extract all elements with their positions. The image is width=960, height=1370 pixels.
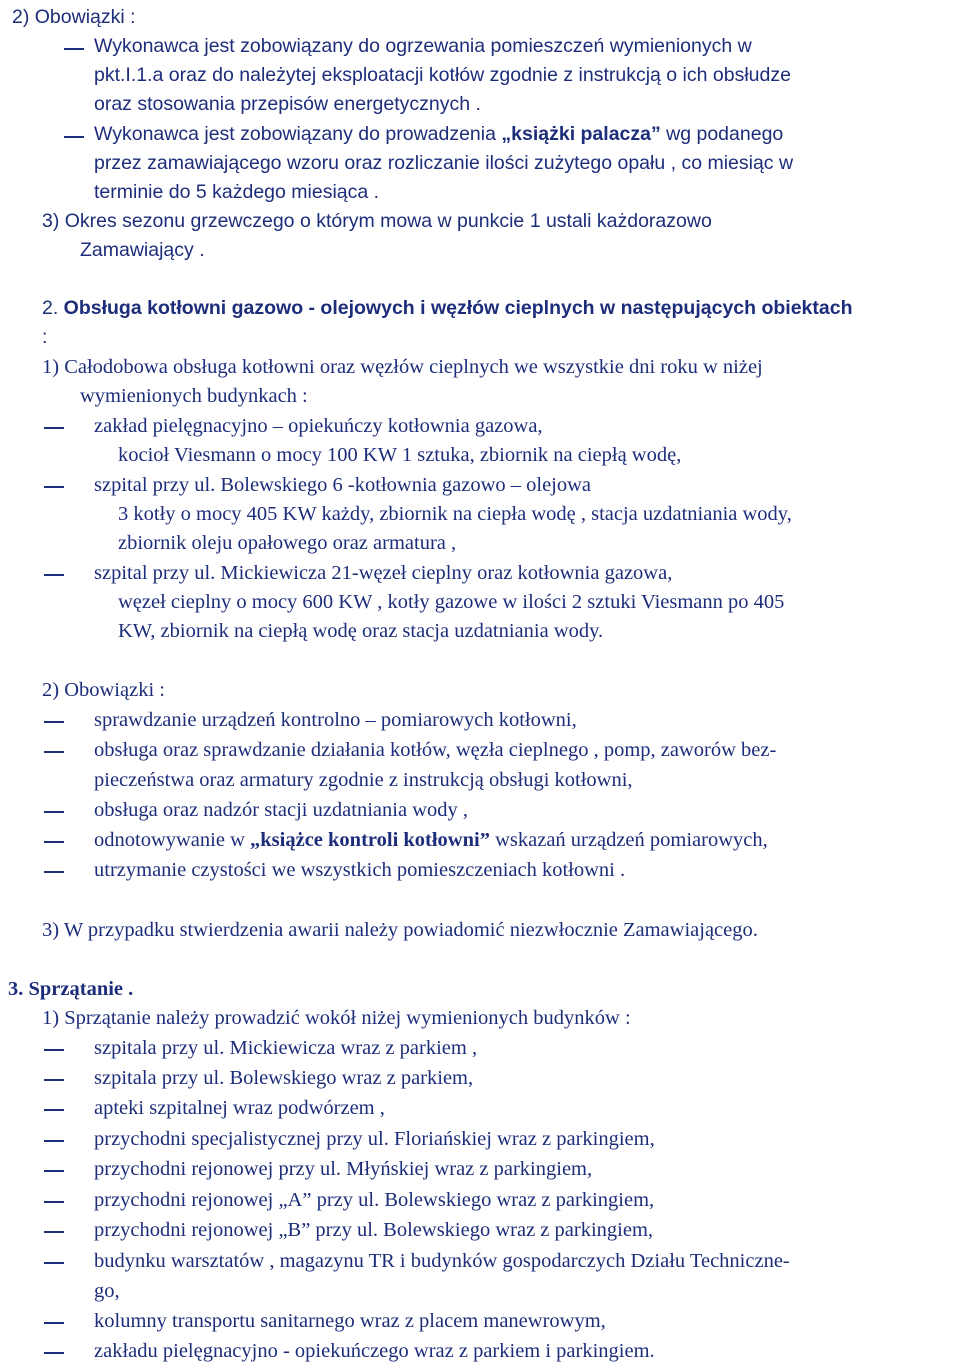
- dash-bullet: [44, 841, 64, 843]
- dash-bullet: [44, 1262, 64, 1264]
- dash-bullet: [44, 427, 64, 429]
- dash-bullet: [44, 1322, 64, 1324]
- s2-heading: 2. Obsługa kotłowni gazowo - olejowych i węzłów cieplnych w następujących obiektach: [42, 297, 853, 319]
- duty-4: odnotowywanie w „książce kontroli kotłowni” wskazań urządzeń pomiarowych,: [94, 829, 768, 851]
- s2-duties-heading: 2) Obowiązki :: [42, 679, 165, 701]
- dash-bullet: [44, 1170, 64, 1172]
- cleaning-item-cont: go,: [94, 1280, 120, 1302]
- facility-3-detail-2: KW, zbiornik na ciepłą wodę oraz stacja uzdatniania wody.: [118, 620, 604, 642]
- dash-bullet: [44, 1049, 64, 1051]
- dash-bullet: [44, 871, 64, 873]
- s1-point-3-line-1: 3) Okres sezonu grzewczego o którym mowa w punkcie 1 ustali każdorazowo: [42, 210, 712, 232]
- s2-heading-bold: Obsługa kotłowni gazowo - olejowych i węzłów cieplnych w następujących obiektach: [58, 297, 853, 319]
- cleaning-item: przychodni rejonowej „A” przy ul. Bolewskiego wraz z parkingiem,: [94, 1189, 655, 1211]
- dash-bullet: [44, 751, 64, 753]
- s2-heading-colon: :: [42, 326, 48, 348]
- s1-item-2-line-3: terminie do 5 każdego miesiąca .: [94, 181, 380, 203]
- duty-2-line-1: obsługa oraz sprawdzanie działania kotłów, węzła cieplnego , pomp, zaworów bez-: [94, 739, 777, 761]
- cleaning-item: zakładu pielęgnacyjno - opiekuńczego wraz z parkiem i parkingiem.: [94, 1340, 655, 1362]
- s2-point-1-line-2: wymienionych budynkach :: [80, 385, 308, 407]
- book-name-bold: „książce kontroli kotłowni”: [250, 829, 490, 851]
- dash-bullet: [44, 1231, 64, 1233]
- facility-1: zakład pielęgnacyjno – opiekuńczy kotłownia gazowa,: [94, 415, 543, 437]
- dash-bullet: [44, 1109, 64, 1111]
- cleaning-item: przychodni specjalistycznej przy ul. Floriańskiej wraz z parkingiem,: [94, 1128, 655, 1150]
- dash-bullet: [44, 486, 64, 488]
- facility-2: szpital przy ul. Bolewskiego 6 -kotłownia gazowo – olejowa: [94, 474, 592, 496]
- dash-bullet: [44, 1352, 64, 1354]
- facility-1-detail: kocioł Viesmann o mocy 100 KW 1 sztuka, zbiornik na ciepłą wodę,: [118, 444, 682, 466]
- s2-point-3: 3) W przypadku stwierdzenia awarii należy powiadomić niezwłocznie Zamawiającego.: [42, 919, 758, 941]
- s2-point-1-line-1: 1) Całodobowa obsługa kotłowni oraz węzłów cieplnych we wszystkie dni roku w niżej: [42, 356, 763, 378]
- cleaning-item: przychodni rejonowej przy ul. Młyńskiej wraz z parkingiem,: [94, 1158, 593, 1180]
- duty-3: obsługa oraz nadzór stacji uzdatniania wody ,: [94, 799, 468, 821]
- dash-bullet: [44, 811, 64, 813]
- facility-2-detail-2: zbiornik oleju opałowego oraz armatura ,: [118, 532, 457, 554]
- dash-bullet: [44, 1201, 64, 1203]
- dash-bullet: [44, 721, 64, 723]
- cleaning-item: budynku warsztatów , magazynu TR i budynków gospodarczych Działu Techniczne-: [94, 1250, 790, 1272]
- dash-bullet: [44, 1140, 64, 1142]
- s3-heading: 3. Sprzątanie .: [8, 978, 134, 1000]
- cleaning-item: szpitala przy ul. Bolewskiego wraz z parkiem,: [94, 1067, 474, 1089]
- s1-point-3-line-2: Zamawiający .: [80, 239, 205, 261]
- cleaning-item: przychodni rejonowej „B” przy ul. Bolewskiego wraz z parkingiem,: [94, 1219, 654, 1241]
- s1-item-1-line-3: oraz stosowania przepisów energetycznych .: [94, 93, 481, 115]
- dash-bullet: [44, 1079, 64, 1081]
- book-name-bold: „książki palacza”: [501, 123, 661, 145]
- cleaning-item: kolumny transportu sanitarnego wraz z placem manewrowym,: [94, 1310, 606, 1332]
- cleaning-item: apteki szpitalnej wraz podwórzem ,: [94, 1097, 385, 1119]
- cleaning-item: szpitala przy ul. Mickiewicza wraz z parkiem ,: [94, 1037, 478, 1059]
- s3-point-1: 1) Sprzątanie należy prowadzić wokół niżej wymienionych budynków :: [42, 1007, 631, 1029]
- s1-item-1-line-2: pkt.I.1.a oraz do należytej eksploatacji kotłów zgodnie z instrukcją o ich obsłudze: [94, 64, 791, 86]
- dash-bullet: [64, 48, 84, 50]
- facility-2-detail-1: 3 kotły o mocy 405 KW każdy, zbiornik na ciepła wodę , stacja uzdatniania wody,: [118, 503, 792, 525]
- duty-1: sprawdzanie urządzeń kontrolno – pomiarowych kotłowni,: [94, 709, 577, 731]
- s1-heading: 2) Obowiązki :: [12, 6, 136, 28]
- s1-item-2-line-1: Wykonawca jest zobowiązany do prowadzenia „książki palacza” wg podanego: [94, 123, 784, 145]
- facility-3-detail-1: węzeł cieplny o mocy 600 KW , kotły gazowe w ilości 2 sztuki Viesmann po 405: [118, 591, 785, 613]
- dash-bullet: [44, 574, 64, 576]
- dash-bullet: [64, 136, 84, 138]
- s1-item-2-line-2: przez zamawiającego wzoru oraz rozliczanie ilości zużytego opału , co miesiąc w: [94, 152, 794, 174]
- s1-item-1-line-1: Wykonawca jest zobowiązany do ogrzewania pomieszczeń wymienionych w: [94, 35, 752, 57]
- facility-3: szpital przy ul. Mickiewicza 21-węzeł cieplny oraz kotłownia gazowa,: [94, 562, 673, 584]
- duty-2-line-2: pieczeństwa oraz armatury zgodnie z instrukcją obsługi kotłowni,: [94, 769, 633, 791]
- duty-5: utrzymanie czystości we wszystkich pomieszczeniach kotłowni .: [94, 859, 626, 881]
